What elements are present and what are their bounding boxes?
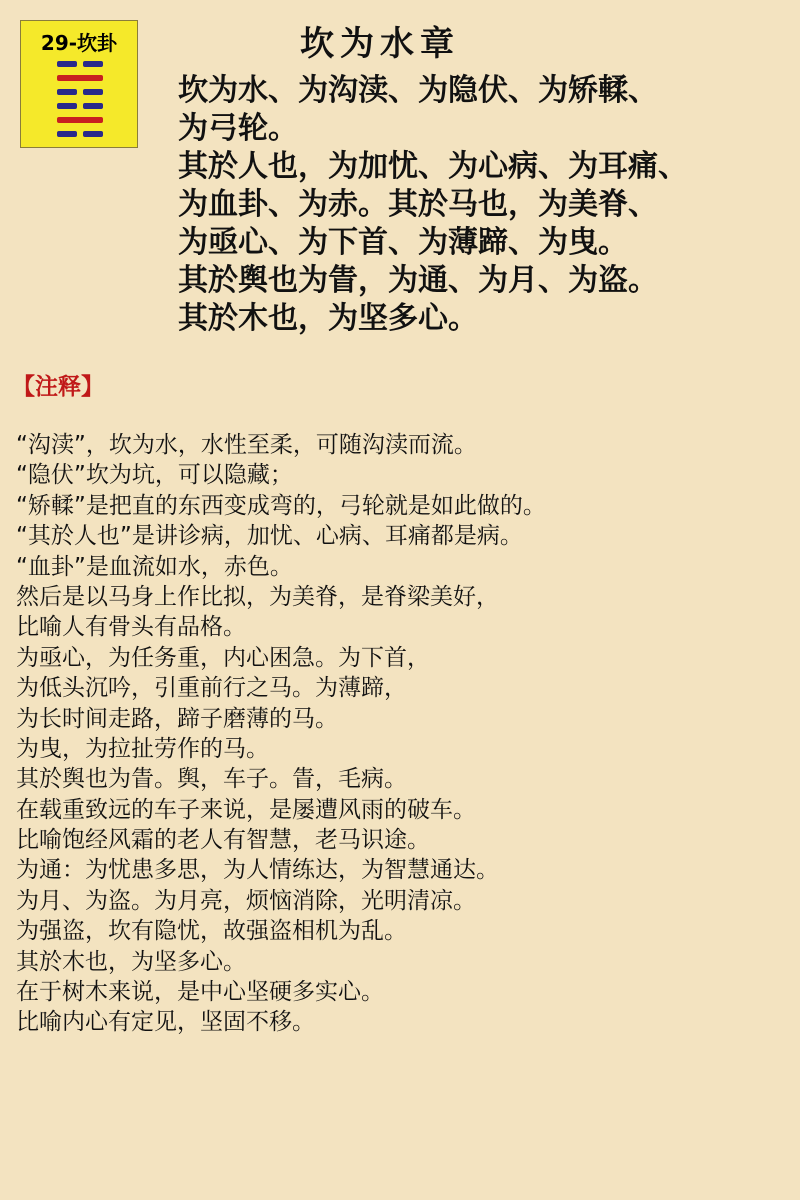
badge-label: 29-坎卦	[40, 31, 118, 55]
verse-line: 其於人也，为加忧、为心病、为耳痛、	[178, 149, 688, 184]
verse-text	[178, 72, 788, 338]
note-line: “隐伏”坎为坑，可以隐藏；	[16, 462, 293, 489]
hexagram-line	[57, 61, 103, 67]
hexagram-line	[57, 131, 103, 137]
hexagram-kan-icon	[57, 61, 103, 145]
hexagram-line	[57, 117, 103, 123]
verse-line: 为弓轮。	[178, 111, 298, 146]
verse-line: 其於舆也为眚，为通、为月、为盗。	[178, 263, 658, 298]
hexagram-line	[57, 89, 103, 95]
hexagram-line	[57, 75, 103, 81]
note-line: “血卦”是血流如水，赤色。	[16, 553, 293, 580]
note-line: 为低头沉吟，引重前行之马。为薄蹄，	[16, 675, 407, 702]
note-line: 其於木也，为坚多心。	[16, 948, 246, 975]
verse-line: 其於木也，为坚多心。	[178, 301, 478, 336]
hexagram-badge	[20, 20, 138, 148]
verse-line: 为亟心、为下首、为薄蹄、为曳。	[178, 225, 628, 260]
note-line: 比喻人有骨头有品格。	[16, 614, 246, 641]
note-line: 然后是以马身上作比拟，为美脊，是脊梁美好，	[16, 583, 499, 610]
notes-text	[16, 430, 786, 1038]
note-line: 比喻饱经风霜的老人有智慧，老马识途。	[16, 827, 430, 854]
note-line: 为亟心，为任务重，内心困急。为下首，	[16, 644, 430, 671]
note-line: 其於舆也为眚。舆，车子。眚，毛病。	[16, 766, 407, 793]
note-line: 比喻内心有定见，坚固不移。	[16, 1009, 315, 1036]
note-line: 在载重致远的车子来说，是屡遭风雨的破车。	[16, 796, 476, 823]
hexagram-line	[57, 103, 103, 109]
verse-line: 为血卦、为赤。其於马也，为美脊、	[178, 187, 658, 222]
note-line: 为曳，为拉扯劳作的马。	[16, 735, 269, 762]
note-line: 为长时间走路，蹄子磨薄的马。	[16, 705, 338, 732]
note-line: “其於人也”是讲诊病，加忧、心病、耳痛都是病。	[16, 523, 523, 550]
note-line: 在于树木来说，是中心坚硬多实心。	[16, 979, 384, 1006]
note-line: 为通：为忧患多思，为人情练达，为智慧通达。	[16, 857, 499, 884]
note-line: “矫輮”是把直的东西变成弯的，弓轮就是如此做的。	[16, 492, 546, 519]
note-line: 为强盗，坎有隐忧，故强盗相机为乱。	[16, 918, 407, 945]
notes-heading: 【注释】	[12, 374, 104, 400]
note-line: 为月、为盗。为月亮，烦恼消除，光明清凉。	[16, 887, 476, 914]
page-title: 坎为水章	[300, 24, 460, 64]
verse-line: 坎为水、为沟渎、为隐伏、为矫輮、	[178, 73, 658, 108]
note-line: “沟渎”，坎为水，水性至柔，可随沟渎而流。	[16, 432, 477, 458]
